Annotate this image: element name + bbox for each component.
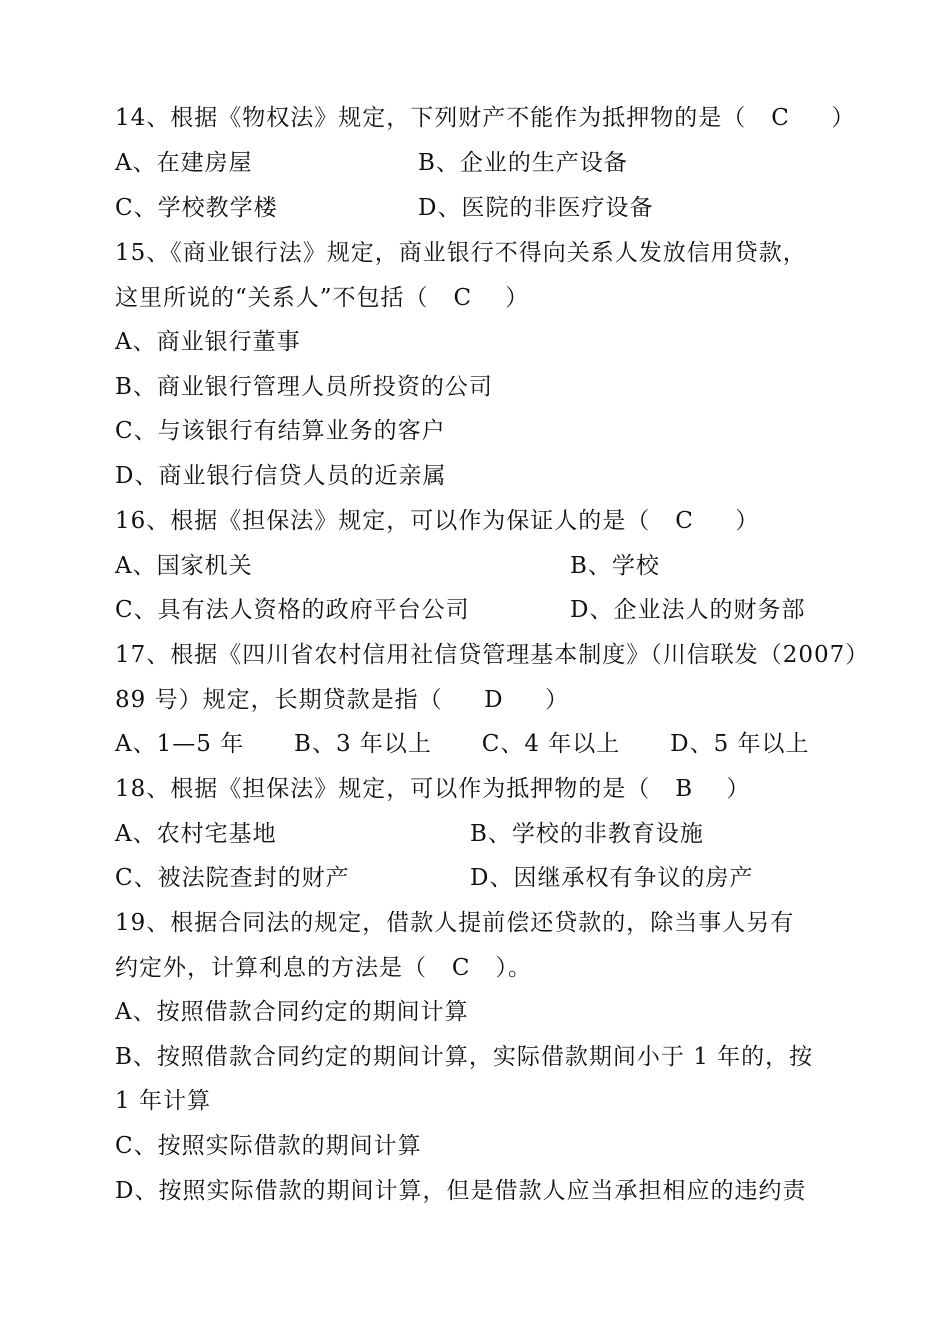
question-19-option-b: B、按照借款合同约定的期间计算，实际借款期间小于 1 年的，按 [115, 1044, 814, 1070]
question-17-options: A、1—5 年 B、3 年以上 C、4 年以上 D、5 年以上 [115, 731, 810, 757]
question-15-option-a: A、商业银行董事 [115, 329, 301, 355]
question-16-option-b: B、学校 [570, 553, 660, 579]
question-18-option-c: C、被法院查封的财产 [115, 865, 350, 891]
question-18-option-b: B、学校的非教育设施 [470, 821, 704, 847]
question-18-option-d: D、因继承权有争议的房产 [470, 865, 754, 891]
question-14-option-b: B、企业的生产设备 [418, 150, 628, 176]
question-18-option-a: A、农村宅基地 [115, 821, 277, 847]
question-16-option-a: A、国家机关 [115, 553, 253, 579]
question-14-option-c: C、学校教学楼 [115, 195, 278, 221]
question-19-option-c: C、按照实际借款的期间计算 [115, 1133, 422, 1159]
question-14-stem: 14、根据《物权法》规定，下列财产不能作为抵押物的是（ C ） [115, 105, 856, 131]
question-15-option-d: D、商业银行信贷人员的近亲属 [115, 463, 447, 489]
question-14-option-a: A、在建房屋 [115, 150, 253, 176]
question-15-stem-line2: 这里所说的“关系人”不包括（ C ） [115, 285, 530, 311]
question-17-stem-line1: 17、根据《四川省农村信用社信贷管理基本制度》（川信联发（2007） [115, 642, 870, 668]
question-16-stem: 16、根据《担保法》规定，可以作为保证人的是（ C ） [115, 508, 760, 534]
question-19-option-a: A、按照借款合同约定的期间计算 [115, 999, 469, 1025]
question-17-stem-line2: 89 号）规定，长期贷款是指（ D ） [115, 687, 570, 713]
question-15-stem-line1: 15、《商业银行法》规定，商业银行不得向关系人发放信用贷款， [115, 240, 807, 266]
question-19-stem-line2: 约定外，计算利息的方法是（ C ）。 [115, 955, 532, 981]
question-19-option-b-cont: 1 年计算 [115, 1088, 211, 1114]
question-15-option-c: C、与该银行有结算业务的客户 [115, 418, 446, 444]
question-19-stem-line1: 19、根据合同法的规定，借款人提前偿还贷款的，除当事人另有 [115, 910, 795, 936]
question-19-option-d: D、按照实际借款的期间计算，但是借款人应当承担相应的违约责 [115, 1178, 807, 1204]
question-15-option-b: B、商业银行管理人员所投资的公司 [115, 374, 493, 400]
question-18-stem: 18、根据《担保法》规定，可以作为抵押物的是（ B ） [115, 776, 751, 802]
question-16-option-c: C、具有法人资格的政府平台公司 [115, 597, 470, 623]
question-14-option-d: D、医院的非医疗设备 [418, 195, 654, 221]
question-16-option-d: D、企业法人的财务部 [570, 597, 806, 623]
